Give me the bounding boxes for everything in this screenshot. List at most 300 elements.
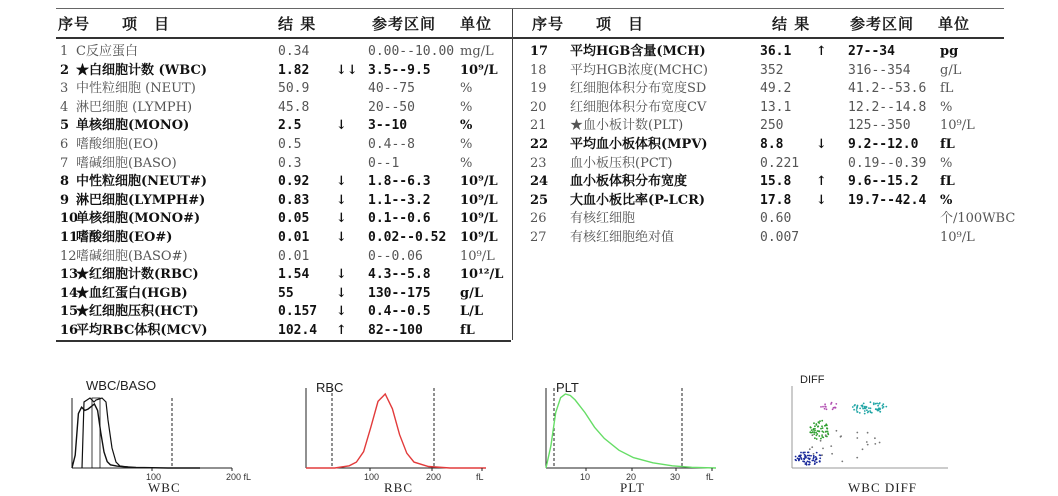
unit: % [940,99,953,115]
scatter-point [879,411,881,413]
unit: pg [940,44,959,59]
scatter-point [798,458,800,460]
scatter-point [795,456,797,458]
scatter-point [820,440,822,442]
flag-arrow: ↓ [336,192,347,208]
header-item-left: 项 目 [122,15,171,33]
row-number: 13 [60,267,79,283]
distribution-curve [546,394,716,468]
unit: 10⁹/L [460,230,498,245]
scatter-point [856,409,858,411]
reference-range: 0--1 [368,155,400,171]
scatter-point [800,458,802,460]
unit: g/L [460,285,483,301]
scatter-point [854,405,856,407]
scatter-point [822,437,824,439]
item-name: 平均HGB含量(MCH) [570,44,706,59]
item-name: ★红细胞计数(RBC) [76,267,199,283]
scatter-point [824,403,826,405]
item-name: ★白细胞计数 (WBC) [76,62,208,78]
scatter-point [826,427,828,429]
scatter-point [821,420,823,422]
table-row [60,172,520,191]
tick-label: 20 [626,472,637,482]
scatter-point [870,401,872,403]
scatter-point [814,462,816,464]
row-number: 27 [530,230,547,245]
scatter-point [825,431,827,433]
scatter-point [864,406,866,408]
scatter-point [835,407,837,409]
result-value: 0.92 [278,174,310,190]
scatter-point [832,408,834,410]
unit: g/L [940,62,962,78]
row-number: 20 [530,99,547,115]
table-row [60,284,520,303]
row-number: 11 [60,230,79,245]
scatter-point [877,405,879,407]
table-row [530,209,1016,228]
scatter-point [808,461,810,463]
diff-scatter-plot [780,372,950,476]
header-seq-left: 序号 [58,15,91,33]
scatter-point [816,452,818,454]
scatter-point [820,406,822,408]
item-name: 嗜碱细胞(BASO) [76,155,177,171]
reference-range: 125--350 [848,118,911,134]
flag-arrow: ↓ [336,267,347,283]
scatter-point [823,431,825,433]
scatter-point [866,406,868,408]
table-row [530,79,990,98]
scatter-point [825,406,827,408]
result-value: 45.8 [278,99,310,115]
unit: % [940,155,953,171]
header-result-left: 结 果 [278,15,317,33]
reference-range: 82--100 [368,323,423,338]
scatter-point [882,407,884,409]
scatter-point [816,438,818,440]
scatter-point [821,425,823,427]
scatter-point [820,438,822,440]
scatter-point [879,442,881,444]
item-name: 淋巴细胞(LYMPH#) [76,192,206,208]
distribution-curve [72,404,200,468]
row-number: 18 [530,62,547,78]
flag-arrow: ↓ [336,211,347,227]
scatter-point [820,428,822,430]
row-number: 1 [60,44,69,59]
scatter-point [831,402,833,404]
scatter-point [809,458,811,460]
row-number: 19 [530,81,547,97]
result-value: 250 [760,118,784,134]
result-value: 0.007 [760,230,800,245]
reference-range: 19.7--42.4 [848,192,927,208]
row-number: 3 [60,81,69,97]
scatter-point [799,455,801,457]
scatter-point [878,409,880,411]
tick-label: 100 [146,472,162,482]
flag-arrow: ↓ [816,192,827,208]
reference-range: 27--34 [848,44,895,59]
reference-range: 12.2--14.8 [848,99,927,115]
scatter-point [813,431,815,433]
row-number: 12 [60,248,77,264]
item-name: 有核红细胞绝对值 [570,230,675,245]
item-name: 嗜酸细胞(EO#) [76,230,173,245]
chart-title: DIFF [800,374,825,386]
scatter-point [816,424,818,426]
result-value: 352 [760,62,784,78]
reference-range: 0.19--0.39 [848,155,927,171]
scatter-point [813,458,815,460]
scatter-point [817,425,819,427]
scatter-point [874,443,876,445]
row-number: 7 [60,155,69,171]
scatter-point [867,432,869,434]
scatter-point [811,446,813,448]
table-row [530,172,990,191]
scatter-point [814,425,816,427]
scatter-point [825,424,827,426]
scatter-point [824,408,826,410]
header-seq-right: 序号 [532,15,565,33]
item-name: 平均RBC体积(MCV) [76,323,208,338]
row-number: 10 [60,211,79,227]
tick-label: 200 fL [226,472,252,482]
reference-range: 0.00--10.00 [368,44,455,59]
table-row [60,98,520,117]
scatter-point [826,408,828,410]
scatter-point [864,410,866,412]
scatter-point [819,461,821,463]
scatter-point [836,430,838,432]
scatter-point [822,448,824,450]
scatter-point [803,461,805,463]
unit: % [460,118,473,134]
reference-range: 0--0.06 [368,248,423,264]
reference-range: 4.3--5.8 [368,267,431,283]
tick-label: fL [706,472,714,482]
wbc-baso-histogram [68,372,252,495]
result-value: 0.05 [278,211,310,227]
flag-arrow: ↑ [336,323,347,338]
result-value: 17.8 [760,192,792,208]
row-number: 25 [530,192,549,208]
table-row [60,79,520,98]
scatter-point [819,454,821,456]
reference-range: 0.4--8 [368,137,415,152]
tick-label: fL [476,472,484,482]
row-number: 16 [60,323,79,338]
item-name: 大血小板比率(P-LCR) [570,192,706,208]
scatter-point [804,452,806,454]
result-value: 0.221 [760,155,800,171]
scatter-point [809,431,811,433]
item-name: 单核细胞(MONO#) [76,211,201,227]
item-name: 嗜碱细胞(BASO#) [76,248,188,264]
result-value: 55 [278,285,294,301]
unit: 10⁹/L [460,62,498,78]
scatter-point [868,407,870,409]
table-row [530,98,990,117]
result-value: 0.83 [278,192,310,208]
scatter-point [825,434,827,436]
scatter-point [809,463,811,465]
chart-title: PLT [556,380,579,395]
result-value: 50.9 [278,81,310,97]
table-row [60,154,520,173]
result-value: 0.5 [278,137,302,152]
result-value: 102.4 [278,323,318,338]
scatter-point [835,403,837,405]
unit: 个/100WBC [940,211,1016,227]
header-result-right: 结 果 [772,15,811,33]
result-value: 0.01 [278,248,310,264]
row-number: 4 [60,99,69,115]
table-row [60,247,520,266]
scatter-point [870,411,872,413]
scatter-point [819,457,821,459]
table-row [60,116,520,135]
result-value: 36.1 [760,44,792,59]
header-ref-left: 参考区间 [372,15,437,33]
table-row [60,302,520,321]
reference-range: 316--354 [848,62,911,78]
unit: fL [460,323,475,338]
scatter-point [795,459,797,461]
scatter-point [818,435,820,437]
row-number: 5 [60,118,70,134]
scatter-point [875,403,877,405]
row-number: 23 [530,155,547,171]
scatter-point [811,460,813,462]
flag-arrow: ↓ [336,118,347,134]
tick-label: 100 [364,472,380,482]
scatter-point [859,408,861,410]
flag-arrow: ↓ [816,137,827,152]
scatter-point [856,457,858,459]
item-name: 血小板体积分布宽度 [570,174,688,190]
scatter-point [857,411,859,413]
scatter-point [813,433,815,435]
tick-label: 200 [426,472,442,482]
item-name: 平均HGB浓度(MCHC) [570,62,708,78]
scatter-point [882,403,884,405]
reference-range: 1.8--6.3 [368,174,431,190]
reference-range: 0.1--0.6 [368,211,431,227]
chart-title: WBC/BASO [86,378,157,393]
scatter-point [809,448,811,450]
table-row [530,191,990,210]
table-row [60,228,520,247]
reference-range: 0.4--0.5 [368,304,431,320]
flag-arrow: ↓ [336,230,347,245]
scatter-point [876,403,878,405]
scatter-point [814,437,816,439]
result-value: 8.8 [760,137,784,152]
result-value: 13.1 [760,99,792,115]
unit: % [940,192,953,208]
scatter-point [866,441,868,443]
scatter-point [867,412,869,414]
scatter-point [811,429,813,431]
item-name: 平均血小板体积(MPV) [570,137,708,152]
item-name: 中性粒细胞 (NEUT) [76,81,196,97]
table-row [530,135,990,154]
reference-range: 9.2--12.0 [848,137,919,152]
flag-arrow: ↓↓ [336,62,358,78]
scatter-point [862,448,864,450]
result-value: 0.34 [278,44,310,59]
flag-arrow: ↑ [816,44,827,59]
scatter-point [807,452,809,454]
row-number: 17 [530,44,549,59]
unit: fL [940,137,955,152]
row-number: 9 [60,192,70,208]
scatter-point [852,406,854,408]
unit: % [460,137,473,152]
chart-footer: WBC DIFF [848,480,918,495]
unit: fL [940,81,954,97]
rbc-histogram [300,372,500,495]
table-row [60,191,520,210]
result-value: 2.5 [278,118,302,134]
unit: 10⁹/L [460,211,498,227]
scatter-point [815,459,817,461]
scatter-point [816,462,818,464]
scatter-point [840,435,842,437]
result-value: 0.157 [278,304,318,320]
table-row [530,228,990,247]
chart-footer: PLT [620,480,645,495]
row-number: 26 [530,211,547,227]
result-value: 0.3 [278,155,302,171]
result-value: 1.82 [278,62,310,78]
scatter-point [857,405,859,407]
unit: L/L [460,304,484,320]
scatter-point [822,406,824,408]
header-rule [56,37,1004,39]
scatter-point [814,428,816,430]
scatter-point [819,420,821,422]
scatter-point [810,455,812,457]
scatter-point [875,408,877,410]
reference-range: 0.02--0.52 [368,230,447,245]
scatter-point [863,403,865,405]
scatter-point [812,431,814,433]
unit: 10⁹/L [460,248,495,264]
header-ref-right: 参考区间 [850,15,915,33]
scatter-point [856,407,858,409]
tick-label: 10 [580,472,591,482]
flag-arrow: ↓ [336,285,347,301]
scatter-point [866,409,868,411]
scatter-point [813,455,815,457]
scatter-point [856,432,858,434]
scatter-point [797,457,799,459]
scatter-point [808,455,810,457]
row-number: 6 [60,137,69,152]
scatter-point [800,452,802,454]
scatter-point [841,461,843,463]
result-value: 49.2 [760,81,792,97]
table-row [530,61,990,80]
row-number: 14 [60,285,79,301]
table-row [60,135,520,154]
table-row [530,154,990,173]
top-rule [56,8,1004,9]
chart-footer: RBC [384,480,414,495]
table-row [530,42,990,61]
scatter-point [802,452,804,454]
scatter-point [814,460,816,462]
scatter-point [827,432,829,434]
table-row [530,116,990,135]
unit: 10¹²/L [460,267,504,283]
row-number: 21 [530,118,547,134]
item-name: 红细胞体积分布宽度CV [570,99,707,115]
scatter-point [812,434,814,436]
scatter-point [864,413,866,415]
row-number: 2 [60,62,70,78]
reference-range: 9.6--15.2 [848,174,919,190]
wbc-diff-scatter [780,372,950,495]
scatter-point [818,430,820,432]
tick-label: 30 [670,472,681,482]
reference-range: 3.5--9.5 [368,62,431,78]
scatter-point [870,407,872,409]
row-number: 24 [530,174,549,190]
unit: 10⁹/L [460,192,498,208]
scatter-point [804,456,806,458]
scatter-point [806,464,808,466]
flag-arrow: ↑ [816,174,827,190]
item-name: 血小板压积(PCT) [570,155,673,171]
header-unit-left: 单位 [460,15,493,33]
unit: % [460,81,473,97]
scatter-point [816,433,818,435]
scatter-point [807,457,809,459]
table-row [60,42,520,61]
scatter-point [804,454,806,456]
scatter-point [810,426,812,428]
item-name: 有核红细胞 [570,211,636,227]
scatter-point [859,412,861,414]
scatter-point [831,453,833,455]
item-name: 淋巴细胞 (LYMPH) [76,99,193,115]
result-value: 0.60 [760,211,792,227]
reference-range: 3--10 [368,118,408,134]
scatter-point [856,437,858,439]
chart-title: RBC [316,380,344,395]
row-number: 15 [60,304,79,320]
scatter-point [813,453,815,455]
table-row [60,265,520,284]
reference-range: 20--50 [368,99,415,115]
scatter-point [830,445,832,447]
result-value: 1.54 [278,267,310,283]
scatter-point [874,437,876,439]
unit: fL [940,174,955,190]
unit: % [460,99,473,115]
scatter-point [805,462,807,464]
scatter-point [821,454,823,456]
reference-range: 1.1--3.2 [368,192,431,208]
item-name: 嗜酸细胞(EO) [76,137,159,152]
row-number: 22 [530,137,549,152]
